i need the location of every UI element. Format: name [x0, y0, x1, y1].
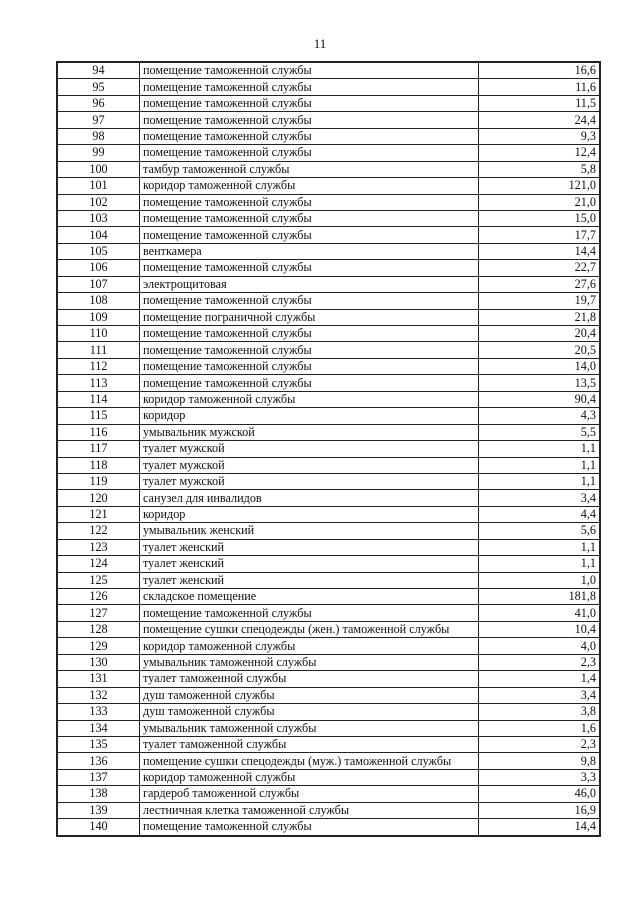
table-row — [57, 260, 600, 276]
table-row — [57, 539, 600, 555]
table-row — [57, 523, 600, 539]
room-area-cell: 27,6 — [479, 276, 601, 292]
room-area-cell: 14,4 — [479, 819, 601, 836]
room-area-cell: 41,0 — [479, 605, 601, 621]
room-name-cell: помещение таможенной службы — [140, 260, 479, 276]
room-area-cell: 22,7 — [479, 260, 601, 276]
room-area-cell: 4,0 — [479, 638, 601, 654]
table-row — [57, 720, 600, 736]
room-name-cell: коридор — [140, 506, 479, 522]
room-name-cell: помещение таможенной службы — [140, 293, 479, 309]
table-row — [57, 128, 600, 144]
room-number-cell: 140 — [57, 819, 140, 836]
room-name-cell: помещение пограничной службы — [140, 309, 479, 325]
room-name-cell: коридор таможенной службы — [140, 391, 479, 407]
rooms-table-body — [57, 62, 600, 836]
room-area-cell: 1,0 — [479, 572, 601, 588]
room-name-cell: помещение сушки спецодежды (жен.) таможенной службы — [140, 621, 479, 637]
table-row — [57, 243, 600, 259]
room-area-cell: 21,0 — [479, 194, 601, 210]
room-name-cell: помещение таможенной службы — [140, 375, 479, 391]
room-area-cell: 1,1 — [479, 457, 601, 473]
room-number-cell: 124 — [57, 556, 140, 572]
table-row — [57, 473, 600, 489]
room-area-cell: 10,4 — [479, 621, 601, 637]
room-number-cell: 114 — [57, 391, 140, 407]
room-area-cell: 5,6 — [479, 523, 601, 539]
room-name-cell: коридор таможенной службы — [140, 178, 479, 194]
table-row — [57, 210, 600, 226]
room-area-cell: 3,4 — [479, 687, 601, 703]
table-row — [57, 62, 600, 79]
rooms-table — [56, 61, 601, 837]
room-area-cell: 1,6 — [479, 720, 601, 736]
room-area-cell: 1,1 — [479, 539, 601, 555]
room-name-cell: помещение таможенной службы — [140, 145, 479, 161]
room-name-cell: коридор таможенной службы — [140, 769, 479, 785]
room-name-cell: туалет таможенной службы — [140, 736, 479, 752]
room-name-cell: помещение таможенной службы — [140, 342, 479, 358]
room-area-cell: 14,0 — [479, 358, 601, 374]
table-row — [57, 342, 600, 358]
room-name-cell: помещение таможенной службы — [140, 605, 479, 621]
table-row — [57, 293, 600, 309]
room-area-cell: 20,5 — [479, 342, 601, 358]
room-number-cell: 122 — [57, 523, 140, 539]
room-number-cell: 100 — [57, 161, 140, 177]
room-number-cell: 138 — [57, 786, 140, 802]
room-area-cell: 3,8 — [479, 704, 601, 720]
room-number-cell: 105 — [57, 243, 140, 259]
room-number-cell: 120 — [57, 490, 140, 506]
room-number-cell: 132 — [57, 687, 140, 703]
table-row — [57, 441, 600, 457]
room-area-cell: 9,8 — [479, 753, 601, 769]
room-area-cell: 121,0 — [479, 178, 601, 194]
room-number-cell: 136 — [57, 753, 140, 769]
table-row — [57, 819, 600, 836]
table-row — [57, 589, 600, 605]
room-number-cell: 116 — [57, 424, 140, 440]
room-area-cell: 2,3 — [479, 736, 601, 752]
room-name-cell: душ таможенной службы — [140, 704, 479, 720]
table-row — [57, 112, 600, 128]
table-row — [57, 753, 600, 769]
room-area-cell: 19,7 — [479, 293, 601, 309]
room-number-cell: 110 — [57, 326, 140, 342]
room-number-cell: 128 — [57, 621, 140, 637]
room-area-cell: 11,6 — [479, 79, 601, 95]
room-number-cell: 113 — [57, 375, 140, 391]
room-number-cell: 129 — [57, 638, 140, 654]
room-number-cell: 137 — [57, 769, 140, 785]
table-row — [57, 654, 600, 670]
table-row — [57, 161, 600, 177]
table-row — [57, 786, 600, 802]
room-area-cell: 3,4 — [479, 490, 601, 506]
room-number-cell: 118 — [57, 457, 140, 473]
table-row — [57, 95, 600, 111]
room-name-cell: тамбур таможенной службы — [140, 161, 479, 177]
table-row — [57, 457, 600, 473]
room-number-cell: 102 — [57, 194, 140, 210]
table-row — [57, 490, 600, 506]
room-area-cell: 15,0 — [479, 210, 601, 226]
room-name-cell: лестничная клетка таможенной службы — [140, 802, 479, 818]
room-area-cell: 21,8 — [479, 309, 601, 325]
room-name-cell: электрощитовая — [140, 276, 479, 292]
table-row — [57, 79, 600, 95]
room-area-cell: 4,4 — [479, 506, 601, 522]
room-area-cell: 9,3 — [479, 128, 601, 144]
room-name-cell: помещение таможенной службы — [140, 819, 479, 836]
room-name-cell: помещение таможенной службы — [140, 62, 479, 79]
room-number-cell: 130 — [57, 654, 140, 670]
table-row — [57, 605, 600, 621]
room-name-cell: умывальник таможенной службы — [140, 720, 479, 736]
room-name-cell: умывальник таможенной службы — [140, 654, 479, 670]
room-number-cell: 107 — [57, 276, 140, 292]
table-row — [57, 572, 600, 588]
room-name-cell: помещение таможенной службы — [140, 358, 479, 374]
room-name-cell: туалет мужской — [140, 473, 479, 489]
table-row — [57, 556, 600, 572]
room-number-cell: 119 — [57, 473, 140, 489]
room-number-cell: 117 — [57, 441, 140, 457]
room-number-cell: 109 — [57, 309, 140, 325]
room-number-cell: 135 — [57, 736, 140, 752]
room-number-cell: 121 — [57, 506, 140, 522]
room-number-cell: 125 — [57, 572, 140, 588]
room-area-cell: 20,4 — [479, 326, 601, 342]
table-row — [57, 671, 600, 687]
table-row — [57, 358, 600, 374]
room-area-cell: 11,5 — [479, 95, 601, 111]
room-name-cell: помещение таможенной службы — [140, 112, 479, 128]
room-name-cell: венткамера — [140, 243, 479, 259]
room-number-cell: 96 — [57, 95, 140, 111]
room-number-cell: 115 — [57, 408, 140, 424]
room-name-cell: туалет женский — [140, 556, 479, 572]
table-row — [57, 145, 600, 161]
room-name-cell: помещение таможенной службы — [140, 227, 479, 243]
room-area-cell: 2,3 — [479, 654, 601, 670]
room-name-cell: помещение таможенной службы — [140, 326, 479, 342]
room-name-cell: санузел для инвалидов — [140, 490, 479, 506]
table-row — [57, 309, 600, 325]
room-name-cell: туалет мужской — [140, 457, 479, 473]
table-row — [57, 638, 600, 654]
table-row — [57, 178, 600, 194]
room-name-cell: душ таможенной службы — [140, 687, 479, 703]
room-number-cell: 103 — [57, 210, 140, 226]
room-number-cell: 112 — [57, 358, 140, 374]
room-name-cell: туалет женский — [140, 539, 479, 555]
room-name-cell: помещение таможенной службы — [140, 95, 479, 111]
table-row — [57, 704, 600, 720]
room-area-cell: 17,7 — [479, 227, 601, 243]
room-name-cell: туалет мужской — [140, 441, 479, 457]
table-row — [57, 506, 600, 522]
room-number-cell: 106 — [57, 260, 140, 276]
table-row — [57, 408, 600, 424]
room-area-cell: 1,1 — [479, 556, 601, 572]
table-row — [57, 802, 600, 818]
room-area-cell: 16,9 — [479, 802, 601, 818]
room-name-cell: туалет таможенной службы — [140, 671, 479, 687]
table-row — [57, 687, 600, 703]
room-number-cell: 97 — [57, 112, 140, 128]
table-row — [57, 375, 600, 391]
room-name-cell: коридор — [140, 408, 479, 424]
room-area-cell: 24,4 — [479, 112, 601, 128]
room-number-cell: 94 — [57, 62, 140, 79]
room-area-cell: 4,3 — [479, 408, 601, 424]
room-area-cell: 181,8 — [479, 589, 601, 605]
room-area-cell: 1,4 — [479, 671, 601, 687]
room-area-cell: 1,1 — [479, 473, 601, 489]
room-number-cell: 134 — [57, 720, 140, 736]
room-area-cell: 14,4 — [479, 243, 601, 259]
room-name-cell: помещение таможенной службы — [140, 210, 479, 226]
table-row — [57, 276, 600, 292]
room-name-cell: умывальник мужской — [140, 424, 479, 440]
room-number-cell: 99 — [57, 145, 140, 161]
table-row — [57, 326, 600, 342]
table-row — [57, 736, 600, 752]
room-name-cell: помещение таможенной службы — [140, 128, 479, 144]
room-area-cell: 13,5 — [479, 375, 601, 391]
page-number: 11 — [313, 36, 327, 51]
room-name-cell: складское помещение — [140, 589, 479, 605]
room-number-cell: 127 — [57, 605, 140, 621]
table-row — [57, 621, 600, 637]
table-row — [57, 194, 600, 210]
room-name-cell: умывальник женский — [140, 523, 479, 539]
room-name-cell: помещение таможенной службы — [140, 194, 479, 210]
room-area-cell: 46,0 — [479, 786, 601, 802]
room-number-cell: 133 — [57, 704, 140, 720]
room-name-cell: туалет женский — [140, 572, 479, 588]
room-number-cell: 108 — [57, 293, 140, 309]
room-area-cell: 5,8 — [479, 161, 601, 177]
room-name-cell: помещение таможенной службы — [140, 79, 479, 95]
room-area-cell: 12,4 — [479, 145, 601, 161]
room-area-cell: 5,5 — [479, 424, 601, 440]
room-number-cell: 139 — [57, 802, 140, 818]
room-name-cell: помещение сушки спецодежды (муж.) таможенной службы — [140, 753, 479, 769]
room-number-cell: 131 — [57, 671, 140, 687]
table-row — [57, 424, 600, 440]
room-name-cell: коридор таможенной службы — [140, 638, 479, 654]
room-area-cell: 90,4 — [479, 391, 601, 407]
room-number-cell: 123 — [57, 539, 140, 555]
room-number-cell: 126 — [57, 589, 140, 605]
room-area-cell: 16,6 — [479, 62, 601, 79]
room-number-cell: 95 — [57, 79, 140, 95]
room-number-cell: 111 — [57, 342, 140, 358]
table-row — [57, 769, 600, 785]
room-area-cell: 3,3 — [479, 769, 601, 785]
table-row — [57, 227, 600, 243]
room-area-cell: 1,1 — [479, 441, 601, 457]
room-number-cell: 101 — [57, 178, 140, 194]
room-name-cell: гардероб таможенной службы — [140, 786, 479, 802]
room-number-cell: 98 — [57, 128, 140, 144]
room-number-cell: 104 — [57, 227, 140, 243]
table-row — [57, 391, 600, 407]
